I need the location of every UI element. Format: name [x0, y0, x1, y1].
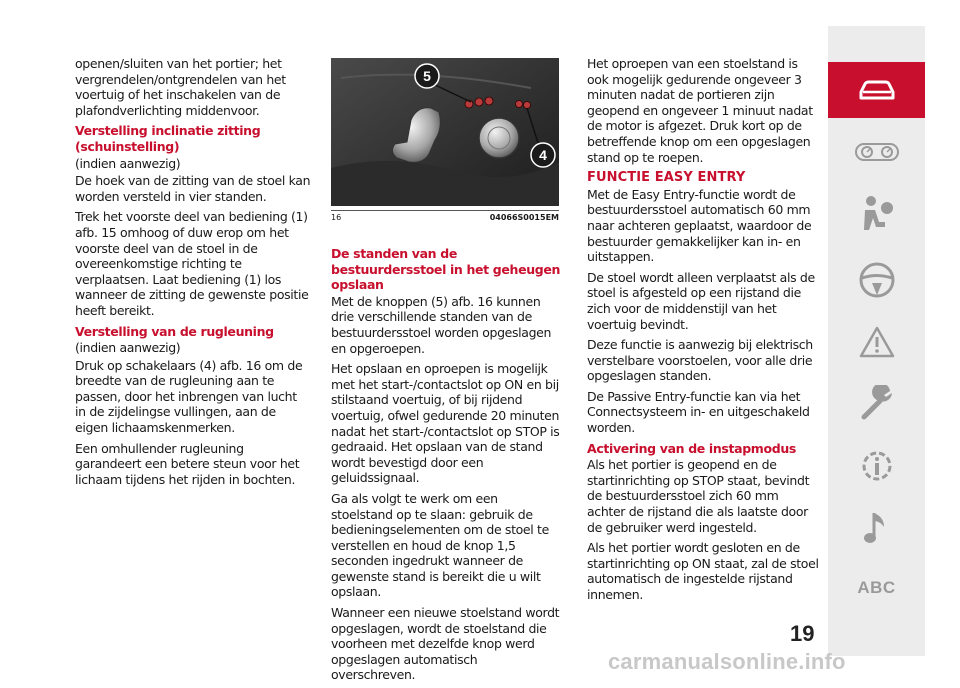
seat-controls-illustration [331, 58, 559, 206]
figure-code: 04066S0015EM [489, 213, 559, 222]
tab-technical-data[interactable] [828, 438, 925, 494]
steering-wheel-icon [858, 261, 896, 299]
tab-vehicle[interactable] [828, 62, 925, 118]
tab-multimedia[interactable] [828, 500, 925, 556]
paragraph: Druk op schakelaars (4) afb. 16 om de breedte van de rugleuning aan te passen, door het inbrengen van lucht in de zijdelingse vullingen, aan de eigen lichaamskenmerken. [75, 357, 303, 436]
figure-number: 16 [331, 213, 342, 222]
callout-label-5: 5 [423, 68, 431, 84]
paragraph: Deze functie is aanwezig bij elektrisch verstelbare voorstoelen, voor alle drie opgeslagen standen. [587, 337, 813, 384]
paragraph: De hoek van de zitting van de stoel kan worden versteld in vier standen. [75, 173, 311, 204]
paragraph: Een omhullender rugleuning garandeert een betere steun voor het lichaam tijdens het rijden in bochten. [75, 440, 300, 487]
figure-caption [331, 210, 559, 223]
wrench-icon [858, 385, 896, 423]
airbag-person-icon [859, 194, 895, 234]
text-column-2 [331, 246, 563, 688]
tab-instruments[interactable] [828, 124, 925, 180]
paragraph: Het opslaan en oproepen is mogelijk met het start-/contactslot op ON en bij stilstaand voertuig, of bij rijdend voertuig, ofwel gedurende 20 minuten nadat het start-/contactslot op STOP is gedraaid. Het opslaan van de stand wordt bevestigd door een geluidssignaal. [331, 361, 560, 486]
paragraph: Het oproepen van een stoelstand is ook mogelijk gedurende ongeveer 3 minuten nadat de portieren zijn geopend en ongeveer 1 minuut nadat de motor is afgezet. Druk kort op de betreffende knop om een opgeslagen stand op te roepen. [587, 56, 813, 165]
section-heading-memory: De standen van de bestuurdersstoel in het geheugen opslaan [331, 246, 561, 293]
warning-triangle-icon [859, 325, 895, 359]
paragraph: Als het portier is geopend en de startinrichting op STOP staat, bevindt de bestuurdersstoel zich 60 mm achter de rijstand die als laatste door de gebruiker werd ingesteld. [587, 457, 810, 535]
paragraph: Met de knoppen (5) afb. 16 kunnen drie verschillende standen van de bestuurdersstoel worden opgeslagen en opgeroepen. [331, 293, 552, 356]
text-column-1 [75, 56, 311, 492]
section-heading-seat-tilt: Verstelling inclinatie zitting (schuinstelling) [75, 123, 261, 154]
callout-label-4: 4 [539, 147, 547, 163]
music-note-icon [862, 509, 892, 547]
chapter-index-sidebar [828, 26, 925, 656]
tab-driving[interactable] [828, 252, 925, 308]
paragraph: Met de Easy Entry-functie wordt de bestuurdersstoel automatisch 60 mm naar achteren geplaatst, waardoor de bestuurder gemakkelijker kan in- en uitstappen. [587, 186, 812, 265]
car-icon [857, 78, 897, 102]
tab-emergency[interactable] [828, 314, 925, 370]
text-column-3 [587, 56, 819, 608]
watermark: carmanualsonline.info [608, 649, 846, 674]
paragraph: De Passive Entry-functie kan via het Connectsysteem in- en uitgeschakeld worden. [587, 388, 810, 436]
tab-index[interactable] [828, 560, 925, 616]
paragraph: Wanneer een nieuwe stoelstand wordt opgeslagen, wordt de stoelstand die voorheen met dezelfde knop werd opgeslagen automatisch overschreven. [331, 605, 560, 683]
seat-controls-figure [331, 58, 559, 206]
section-heading-easy-entry: FUNCTIE EASY ENTRY [587, 170, 746, 186]
abc-index-label: ABC [857, 578, 896, 597]
section-heading-backrest: Verstelling van de rugleuning [75, 323, 274, 339]
section-note: (indien aanwezig) [75, 340, 181, 356]
gauges-icon [854, 141, 900, 163]
section-note: (indien aanwezig) [75, 155, 181, 171]
paragraph: De stoel wordt alleen verplaatst als de stoel is afgesteld op een rijstand die zich voor de middenstijl van het voertuig bevindt. [587, 269, 815, 332]
paragraph: openen/sluiten van het portier; het vergrendelen/ontgrendelen van het voertuig of het inschakelen van de plafondverlichting middenvoor. [75, 56, 286, 118]
paragraph: Ga als volgt te werk om een stoelstand op te slaan: gebruik de bedieningselementen om de stoel te verstellen en houd de knop 1,5 seconden ingedrukt wanneer de gewenste stand is bereikt die u wilt opslaan. [331, 490, 549, 600]
paragraph: Trek het voorste deel van bediening (1) afb. 15 omhoog of duw erop om het voorste deel van de stoel in de overeenkomstige richting te verplaatsen. Laat bediening (1) los wanneer de zitting de gewenste positie heeft bereikt. [75, 209, 309, 318]
page-number: 19 [790, 621, 815, 646]
section-heading-entry-mode: Activering van de instapmodus [587, 440, 796, 456]
settings-info-icon [858, 447, 896, 485]
tab-maintenance[interactable] [828, 376, 925, 432]
tab-safety[interactable] [828, 186, 925, 242]
paragraph: Als het portier wordt gesloten en de startinrichting op ON staat, zal de stoel automatisch de ingestelde rijstand innemen. [587, 540, 819, 602]
